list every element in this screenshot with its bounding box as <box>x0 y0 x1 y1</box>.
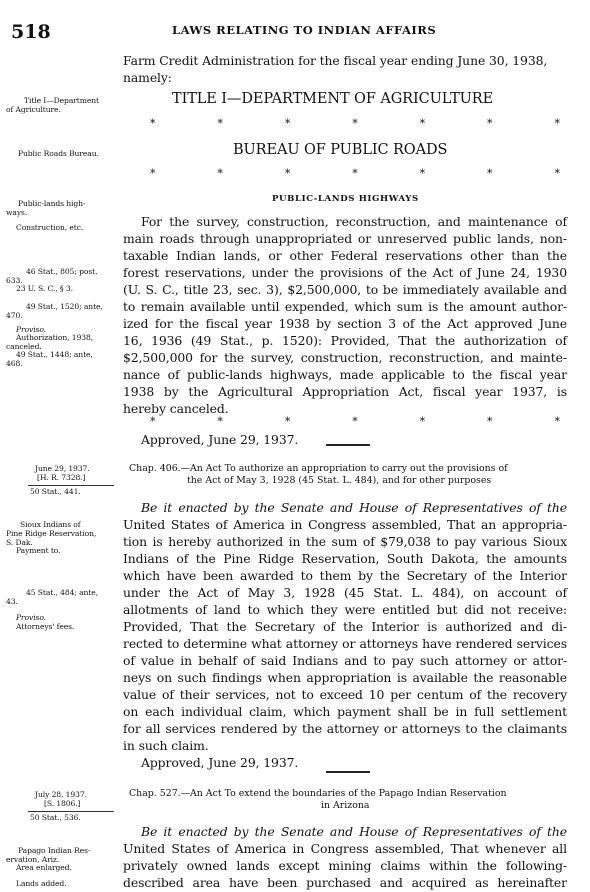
bill-number: [H. R. 7328.] <box>37 473 86 482</box>
body-line: (U. S. C., title 23, sec. 3), $2,500,000, to be immediately available and <box>123 282 567 297</box>
margin-note: 45 Stat., 484; ante, <box>26 588 98 597</box>
section-subheading: PUBLIC-LANDS HIGHWAYS <box>272 194 419 204</box>
body-line: for all services rendered by the attorney or attorneys to the claimants <box>123 721 567 736</box>
body-line: Provided, That the Secretary of the Interior is authorized and di- <box>123 619 567 634</box>
margin-note: Attorneys' fees. <box>16 622 75 631</box>
margin-note: Area enlarged. <box>16 863 72 872</box>
margin-note: 470. <box>6 311 23 320</box>
title-heading: TITLE I—DEPARTMENT OF AGRICULTURE <box>172 91 494 107</box>
body-line: rected to determine what attorney or attorneys have rendered services <box>123 636 567 651</box>
body-line: $2,500,000 for the survey, construction, reconstruction, and mainte- <box>123 350 567 365</box>
margin-note: Public-lands high- <box>18 199 86 208</box>
body-line: neys on such findings when appropriation is available the reasonable <box>123 670 567 685</box>
body-line: value of their services, not to exceed 10 per centum of the recovery <box>123 687 567 702</box>
running-head: LAWS RELATING TO INDIAN AFFAIRS <box>172 23 437 37</box>
margin-note: 49 Stat., 1520; ante, <box>26 302 103 311</box>
margin-note: Papago Indian Res- <box>18 846 91 855</box>
ellipsis-stars: * * * * * * * <box>150 167 560 180</box>
enacting-clause: Be it enacted by the Senate and House of Representatives of the <box>141 500 567 515</box>
statute-citation: 50 Stat., 536. <box>30 813 81 822</box>
approval-line: Approved, June 29, 1937. <box>141 755 299 770</box>
body-line: nance of public-lands highways, made applicable to the fiscal year <box>123 367 567 382</box>
margin-note: Pine Ridge Reservation, <box>6 529 97 538</box>
margin-note: S. Dak. <box>6 538 33 547</box>
chapter-heading: in Arizona <box>321 800 370 811</box>
ellipsis-stars: * * * * * * * <box>150 117 560 130</box>
margin-rule <box>28 811 114 812</box>
margin-note: Construction, etc. <box>16 223 84 232</box>
body-line: Indians of the Pine Ridge Reservation, South Dakota, the amounts <box>123 551 567 566</box>
margin-note: 49 Stat., 1448; ante, <box>16 350 93 359</box>
approval-line: Approved, June 29, 1937. <box>141 432 299 447</box>
body-line: privately owned lands except mining claims within the following- <box>123 858 567 873</box>
chapter-date: June 29, 1937. <box>35 464 90 473</box>
margin-note: Public Roads Bureau. <box>18 149 99 158</box>
body-line: which have been awarded to them by the Secretary of the Interior <box>123 568 567 583</box>
body-line: main roads through unappropriated or unreserved public lands, non- <box>123 231 567 246</box>
body-line: forest reservations, under the provisions of the Act of June 24, 1930 <box>123 265 567 280</box>
margin-note: Sioux Indians of <box>20 520 81 529</box>
chapter-heading: the Act of May 3, 1928 (45 Stat. L. 484), and for other purposes <box>187 475 492 486</box>
body-line: to remain available until expended, which sum is the amount author- <box>123 299 567 314</box>
margin-note: 468. <box>6 359 23 368</box>
margin-note: canceled. <box>6 342 42 351</box>
chapter-date: July 28, 1937. <box>35 790 87 799</box>
enacting-clause: Be it enacted by the Senate and House of Representatives of the <box>141 824 567 839</box>
body-line: tion is hereby authorized in the sum of $79,038 to pay various Sioux <box>123 534 567 549</box>
chapter-heading: Chap. 527.—An Act To extend the boundaries of the Papago Indian Reservation <box>129 788 507 799</box>
margin-note: ways. <box>6 208 28 217</box>
chapter-heading: Chap. 406.—An Act To authorize an appropriation to carry out the provisions of <box>129 463 508 474</box>
margin-note: Authorization, 1938, <box>16 333 93 342</box>
page-number: 518 <box>11 21 51 43</box>
margin-note: Payment to. <box>16 546 61 555</box>
bureau-heading: BUREAU OF PUBLIC ROADS <box>233 142 448 158</box>
margin-note: 23 U. S. C., § 3. <box>16 284 73 293</box>
body-line: United States of America in Congress assembled, That an appropria- <box>123 517 567 532</box>
body-line: 16, 1936 (49 Stat., p. 1520): Provided, That the authorization of <box>123 333 567 348</box>
margin-note: Proviso. <box>16 613 46 622</box>
section-rule <box>326 444 370 446</box>
margin-note: ervation, Ariz. <box>6 855 60 864</box>
bill-number: [S. 1806.] <box>44 799 81 808</box>
margin-note: 43. <box>6 597 18 606</box>
body-line: taxable Indian lands, or other Federal reservations other than the <box>123 248 567 263</box>
body-line: on each individual claim, which payment shall be in full settlement <box>123 704 567 719</box>
body-line: For the survey, construction, reconstruction, and maintenance of <box>141 214 567 229</box>
intro-line: namely: <box>123 70 172 85</box>
statute-citation: 50 Stat., 441. <box>30 487 81 496</box>
ellipsis-stars: * * * * * * * <box>150 415 560 428</box>
body-line: under the Act of May 3, 1928 (45 Stat. L. 484), on account of <box>123 585 567 600</box>
margin-note: Proviso. <box>16 325 46 334</box>
margin-rule <box>28 485 114 486</box>
body-line: in such claim. <box>123 738 209 753</box>
body-line: United States of America in Congress assembled, That whenever all <box>123 841 567 856</box>
body-line: ized for the fiscal year 1938 by section 3 of the Act approved June <box>123 316 567 331</box>
body-line: of value in behalf of said Indians and to pay such attorney or attor- <box>123 653 567 668</box>
body-line: hereby canceled. <box>123 401 229 416</box>
body-line: allotments of land to which they were entitled but did not receive: <box>123 602 567 617</box>
margin-note: 633. <box>6 276 23 285</box>
intro-line: Farm Credit Administration for the fiscal year ending June 30, 1938, <box>123 53 548 68</box>
margin-note: 46 Stat., 805; post, <box>26 267 98 276</box>
body-line: 1938 by the Agricultural Appropriation Act, fiscal year 1937, is <box>123 384 567 399</box>
margin-note: Title I—Department <box>24 96 99 105</box>
body-line: described area have been purchased and acquired as hereinafter <box>123 875 567 890</box>
section-rule <box>326 771 370 773</box>
margin-note: of Agriculture. <box>6 105 61 114</box>
margin-note: Lands added. <box>16 879 67 888</box>
